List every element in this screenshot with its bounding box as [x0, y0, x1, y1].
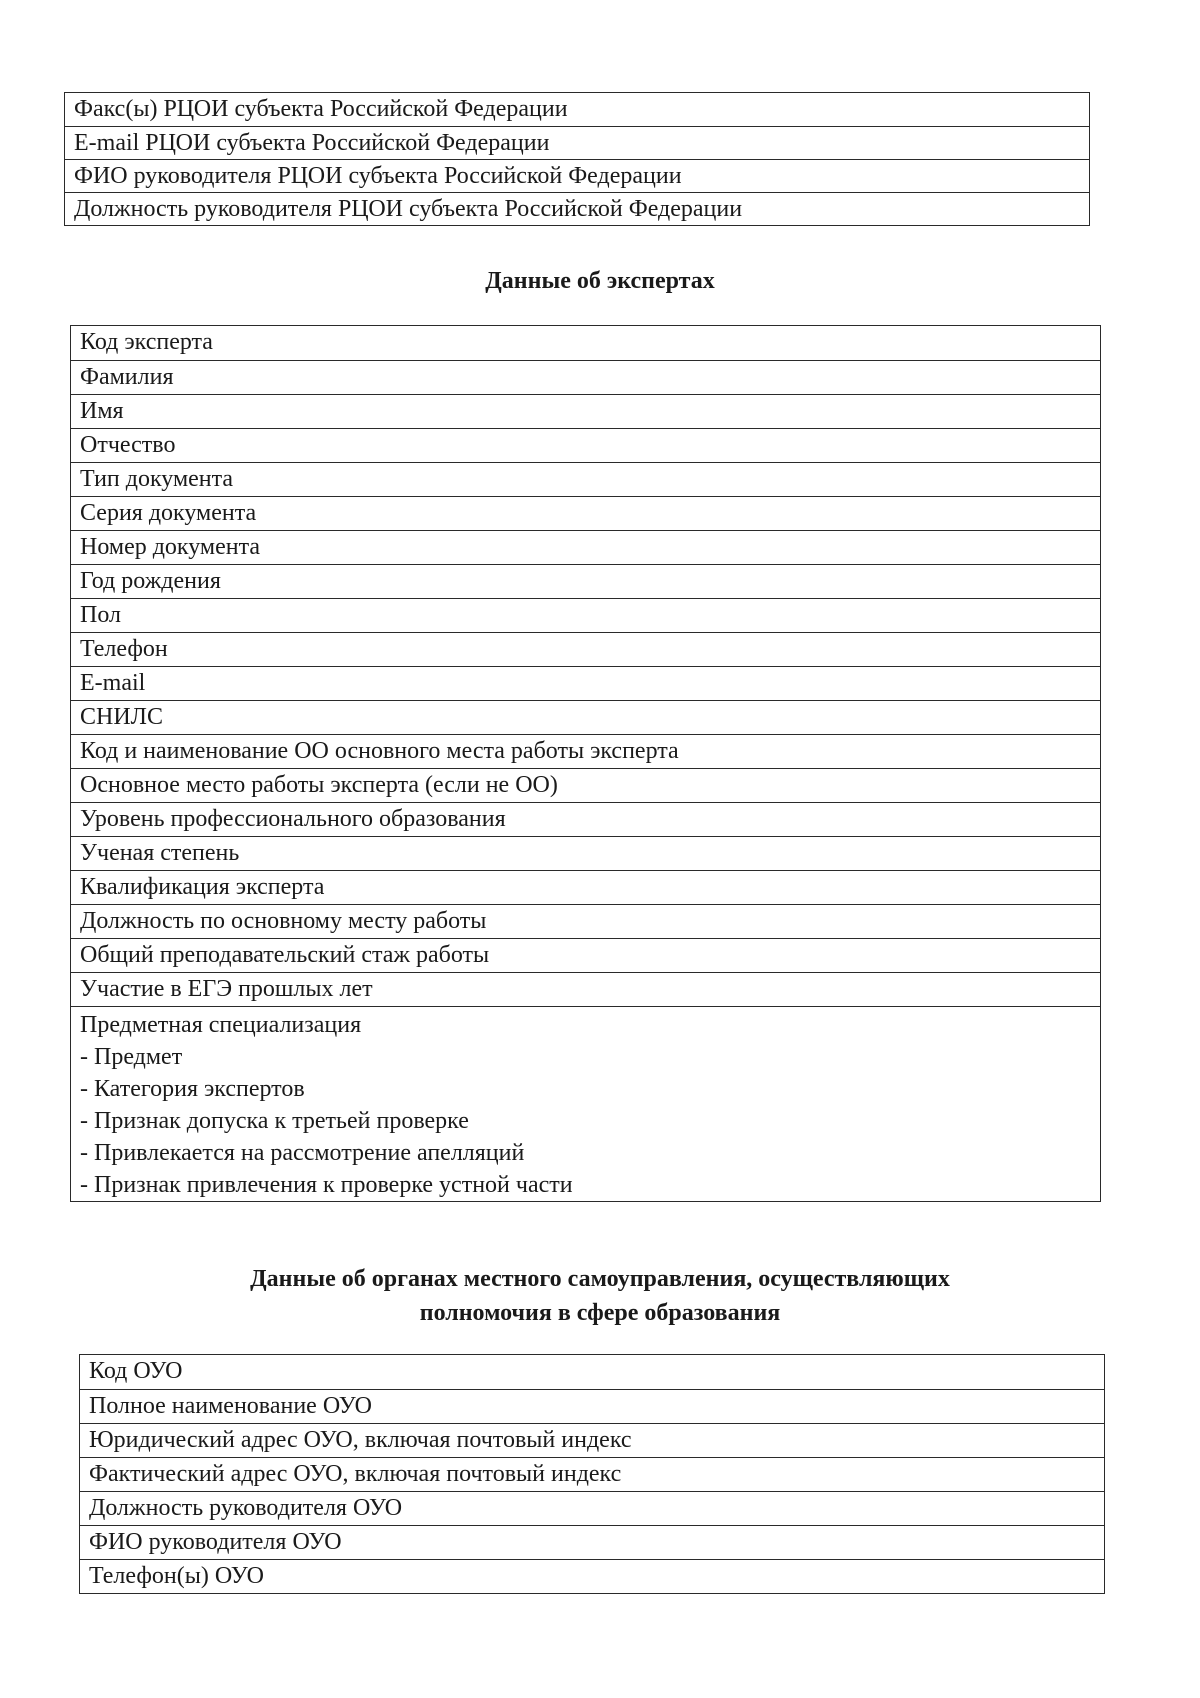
ouo-section-heading-line2: полномочия в сфере образования: [419, 1300, 781, 1326]
experts-section-heading: Данные об экспертах: [485, 268, 715, 294]
table-row: Полное наименование ОУО: [80, 1389, 1104, 1423]
table-row: Должность по основному месту работы: [71, 904, 1100, 938]
specialization-item: - Предмет: [80, 1044, 183, 1070]
table-row: Код эксперта: [80, 329, 213, 355]
table-row: Юридический адрес ОУО, включая почтовый индекс: [80, 1423, 1104, 1457]
table-row: Год рождения: [71, 564, 1100, 598]
table-row: Должность руководителя ОУО: [80, 1491, 1104, 1525]
table-row: Отчество: [71, 428, 1100, 462]
table-row: ФИО руководителя РЦОИ субъекта Российской Федерации: [65, 159, 1089, 192]
table-row: Общий преподавательский стаж работы: [71, 938, 1100, 972]
table-row: Телефон: [71, 632, 1100, 666]
table-row: Участие в ЕГЭ прошлых лет: [71, 972, 1100, 1006]
table-row: Фамилия: [71, 360, 1100, 394]
table-row: E-mail РЦОИ субъекта Российской Федерации: [65, 126, 1089, 159]
experts-fields-table: [70, 325, 1101, 1202]
rcoi-fields-table: [64, 92, 1090, 226]
table-row: Уровень профессионального образования: [71, 802, 1100, 836]
table-row: Имя: [71, 394, 1100, 428]
table-row: Телефон(ы) ОУО: [80, 1559, 1104, 1593]
table-row: ФИО руководителя ОУО: [80, 1525, 1104, 1559]
table-row: СНИЛС: [71, 700, 1100, 734]
table-row: Код ОУО: [89, 1358, 183, 1384]
table-row: Номер документа: [71, 530, 1100, 564]
table-row: Код и наименование ОО основного места работы эксперта: [71, 734, 1100, 768]
table-row: Квалификация эксперта: [71, 870, 1100, 904]
table-row: Ученая степень: [71, 836, 1100, 870]
table-row: Серия документа: [71, 496, 1100, 530]
table-row: Должность руководителя РЦОИ субъекта Российской Федерации: [65, 192, 1089, 225]
ouo-fields-table: [79, 1354, 1105, 1594]
table-row: Фактический адрес ОУО, включая почтовый индекс: [80, 1457, 1104, 1491]
specialization-item: - Признак допуска к третьей проверке: [80, 1108, 469, 1134]
ouo-section-heading-line1: Данные об органах местного самоуправления, осуществляющих: [250, 1266, 950, 1292]
table-row: E-mail: [71, 666, 1100, 700]
specialization-item: - Признак привлечения к проверке устной части: [80, 1172, 573, 1198]
table-row: Основное место работы эксперта (если не ОО): [71, 768, 1100, 802]
specialization-row: [71, 1006, 1100, 1201]
table-row: Факс(ы) РЦОИ субъекта Российской Федерации: [74, 96, 568, 122]
table-row: Тип документа: [71, 462, 1100, 496]
table-row: Пол: [71, 598, 1100, 632]
specialization-item: - Категория экспертов: [80, 1076, 305, 1102]
specialization-item: - Привлекается на рассмотрение апелляций: [80, 1140, 525, 1166]
specialization-title: Предметная специализация: [80, 1012, 362, 1038]
